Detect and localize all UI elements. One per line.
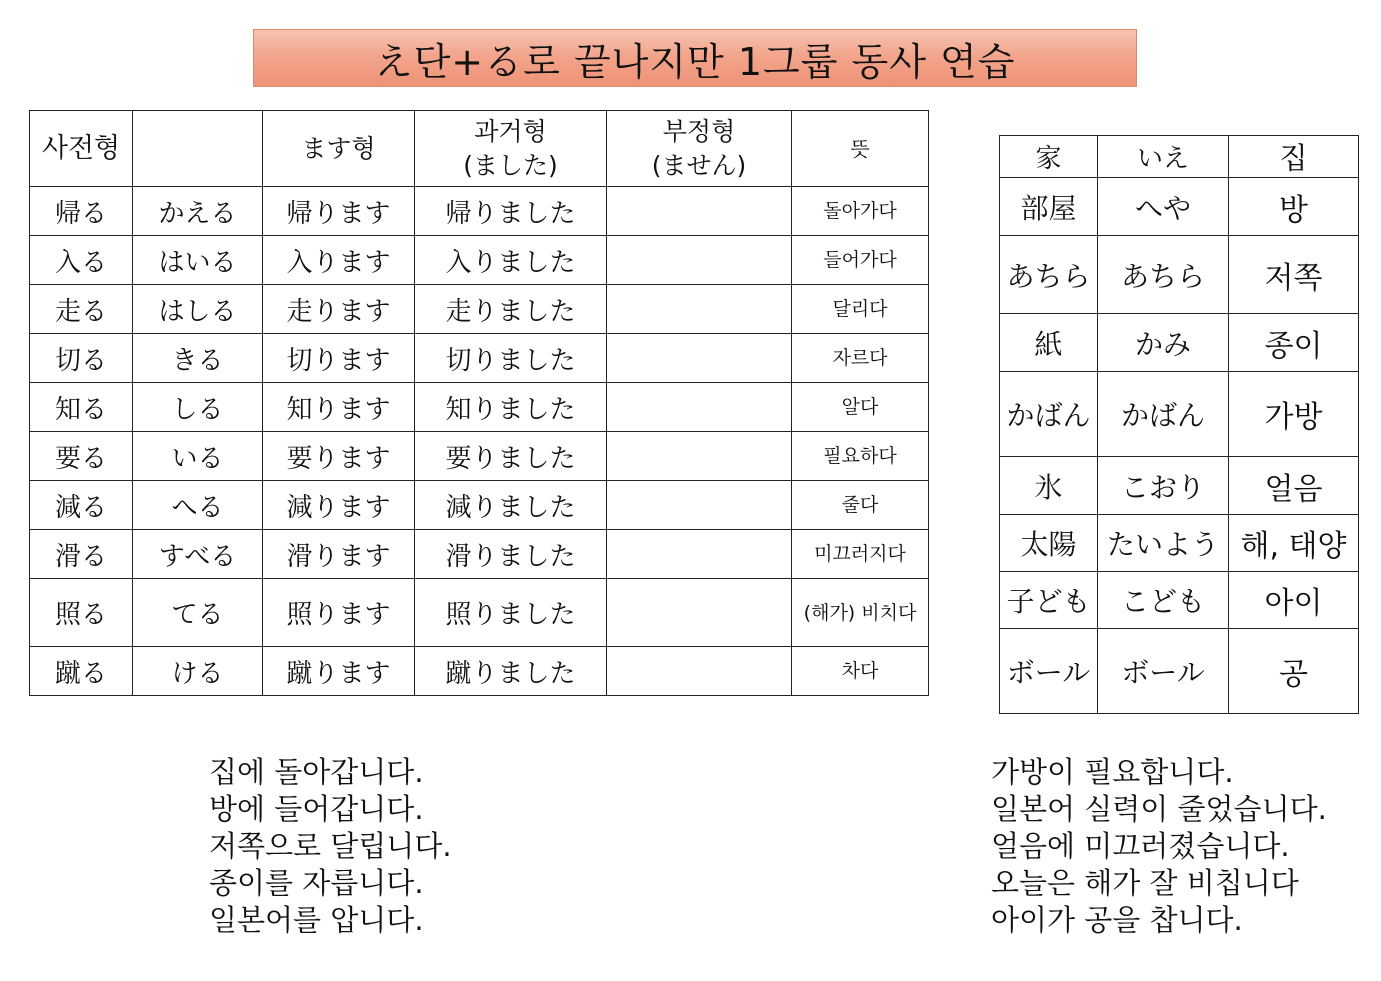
- table-row: [30, 334, 929, 383]
- vocab-korean-cell: 가방: [1229, 372, 1359, 457]
- kana-cell: かえる: [133, 187, 263, 236]
- meaning-cell: 들어가다: [792, 236, 929, 285]
- vocab-reading-cell: かみ: [1098, 314, 1229, 372]
- kana-cell: てる: [133, 579, 263, 647]
- meaning-cell: (해가) 비치다: [792, 579, 929, 647]
- kana-cell: いる: [133, 432, 263, 481]
- negative-form-cell: [607, 647, 792, 696]
- header-past-line2: (ました): [463, 150, 558, 180]
- past-form-cell: 帰りました: [415, 187, 607, 236]
- page-title: え단+る로 끝나지만 1그룹 동사 연습: [253, 29, 1137, 87]
- table-row: [30, 647, 929, 696]
- masu-form-cell: 走ります: [263, 285, 415, 334]
- dict-form-cell: 走る: [30, 285, 133, 334]
- header-dict-form: 사전형: [30, 111, 133, 187]
- sentence-line: 아이가 공을 찹니다.: [991, 903, 1243, 937]
- past-form-cell: 入りました: [415, 236, 607, 285]
- table-row: [30, 383, 929, 432]
- table-row: [1000, 572, 1359, 629]
- sentence-line: 일본어를 압니다.: [209, 903, 424, 937]
- masu-form-cell: 滑ります: [263, 530, 415, 579]
- vocab-reading-cell: へや: [1098, 178, 1229, 236]
- dict-form-cell: 切る: [30, 334, 133, 383]
- past-form-cell: 照りました: [415, 579, 607, 647]
- table-row: [1000, 457, 1359, 515]
- negative-form-cell: [607, 579, 792, 647]
- vocab-reading-cell: ボール: [1098, 629, 1229, 714]
- sentence-line: 오늘은 해가 잘 비칩니다: [991, 866, 1299, 900]
- header-masu-form: ます형: [263, 111, 415, 187]
- table-row: [30, 285, 929, 334]
- header-meaning: 뜻: [792, 111, 929, 187]
- header-kana: [133, 111, 263, 187]
- masu-form-cell: 照ります: [263, 579, 415, 647]
- vocab-word-cell: 部屋: [1000, 178, 1098, 236]
- meaning-cell: 미끄러지다: [792, 530, 929, 579]
- verb-table-header-row: [30, 111, 929, 187]
- meaning-cell: 돌아가다: [792, 187, 929, 236]
- dict-form-cell: 帰る: [30, 187, 133, 236]
- header-negative-form: [607, 111, 792, 187]
- vocab-reading-cell: こども: [1098, 572, 1229, 629]
- table-row: [30, 481, 929, 530]
- vocab-word-cell: 太陽: [1000, 515, 1098, 572]
- vocab-korean-cell: 종이: [1229, 314, 1359, 372]
- header-past-line1: 과거형: [474, 116, 547, 146]
- sentence-line: 일본어 실력이 줄었습니다.: [991, 792, 1327, 826]
- masu-form-cell: 蹴ります: [263, 647, 415, 696]
- table-row: [1000, 314, 1359, 372]
- table-row: [30, 187, 929, 236]
- meaning-cell: 자르다: [792, 334, 929, 383]
- header-neg-line2: (ません): [651, 150, 747, 180]
- table-row: [1000, 236, 1359, 314]
- table-row: [1000, 629, 1359, 714]
- past-form-cell: 要りました: [415, 432, 607, 481]
- negative-form-cell: [607, 530, 792, 579]
- past-form-cell: 減りました: [415, 481, 607, 530]
- vocab-word-cell: 氷: [1000, 457, 1098, 515]
- meaning-cell: 알다: [792, 383, 929, 432]
- table-row: [30, 432, 929, 481]
- vocab-reading-cell: かばん: [1098, 372, 1229, 457]
- header-neg-line1: 부정형: [662, 116, 736, 146]
- vocab-korean-cell: 공: [1229, 629, 1359, 714]
- sentence-line: 가방이 필요합니다.: [991, 755, 1234, 789]
- vocab-word-cell: 子ども: [1000, 572, 1098, 629]
- kana-cell: しる: [133, 383, 263, 432]
- meaning-cell: 줄다: [792, 481, 929, 530]
- kana-cell: すべる: [133, 530, 263, 579]
- dict-form-cell: 蹴る: [30, 647, 133, 696]
- vocab-table-header-row: [1000, 136, 1359, 178]
- kana-cell: はいる: [133, 236, 263, 285]
- sentence-line: 집에 돌아갑니다.: [209, 755, 424, 789]
- negative-form-cell: [607, 481, 792, 530]
- kana-cell: へる: [133, 481, 263, 530]
- vocab-korean-cell: 아이: [1229, 572, 1359, 629]
- vocabulary-table: [999, 135, 1359, 714]
- sentence-line: 얼음에 미끄러졌습니다.: [991, 829, 1290, 863]
- vocab-header-word: 家: [1000, 136, 1098, 178]
- sentence-line: 방에 들어갑니다.: [209, 792, 424, 826]
- meaning-cell: 차다: [792, 647, 929, 696]
- header-past-form: [415, 111, 607, 187]
- table-row: [1000, 372, 1359, 457]
- masu-form-cell: 要ります: [263, 432, 415, 481]
- vocab-korean-cell: 해, 태양: [1229, 515, 1359, 572]
- negative-form-cell: [607, 432, 792, 481]
- dict-form-cell: 照る: [30, 579, 133, 647]
- dict-form-cell: 入る: [30, 236, 133, 285]
- vocab-word-cell: あちら: [1000, 236, 1098, 314]
- dict-form-cell: 滑る: [30, 530, 133, 579]
- vocab-reading-cell: たいよう: [1098, 515, 1229, 572]
- table-row: [1000, 178, 1359, 236]
- past-form-cell: 切りました: [415, 334, 607, 383]
- past-form-cell: 走りました: [415, 285, 607, 334]
- vocab-korean-cell: 방: [1229, 178, 1359, 236]
- dict-form-cell: 要る: [30, 432, 133, 481]
- example-sentences-left: [209, 754, 452, 939]
- masu-form-cell: 切ります: [263, 334, 415, 383]
- sentence-line: 저쪽으로 달립니다.: [209, 829, 452, 863]
- masu-form-cell: 減ります: [263, 481, 415, 530]
- sentence-line: 종이를 자릅니다.: [209, 866, 424, 900]
- table-row: [1000, 515, 1359, 572]
- past-form-cell: 滑りました: [415, 530, 607, 579]
- masu-form-cell: 入ります: [263, 236, 415, 285]
- vocab-korean-cell: 얼음: [1229, 457, 1359, 515]
- meaning-cell: 달리다: [792, 285, 929, 334]
- kana-cell: はしる: [133, 285, 263, 334]
- vocab-header-reading: いえ: [1098, 136, 1229, 178]
- table-row: [30, 236, 929, 285]
- example-sentences-right: [991, 754, 1327, 939]
- table-row: [30, 579, 929, 647]
- vocab-korean-cell: 저쪽: [1229, 236, 1359, 314]
- dict-form-cell: 減る: [30, 481, 133, 530]
- vocab-word-cell: 紙: [1000, 314, 1098, 372]
- past-form-cell: 知りました: [415, 383, 607, 432]
- verb-conjugation-table: [29, 110, 929, 696]
- negative-form-cell: [607, 236, 792, 285]
- masu-form-cell: 知ります: [263, 383, 415, 432]
- meaning-cell: 필요하다: [792, 432, 929, 481]
- past-form-cell: 蹴りました: [415, 647, 607, 696]
- vocab-word-cell: かばん: [1000, 372, 1098, 457]
- vocab-word-cell: ボール: [1000, 629, 1098, 714]
- negative-form-cell: [607, 187, 792, 236]
- kana-cell: ける: [133, 647, 263, 696]
- negative-form-cell: [607, 383, 792, 432]
- negative-form-cell: [607, 334, 792, 383]
- masu-form-cell: 帰ります: [263, 187, 415, 236]
- table-row: [30, 530, 929, 579]
- dict-form-cell: 知る: [30, 383, 133, 432]
- vocab-header-korean: 집: [1229, 136, 1359, 178]
- vocab-reading-cell: あちら: [1098, 236, 1229, 314]
- negative-form-cell: [607, 285, 792, 334]
- vocab-reading-cell: こおり: [1098, 457, 1229, 515]
- kana-cell: きる: [133, 334, 263, 383]
